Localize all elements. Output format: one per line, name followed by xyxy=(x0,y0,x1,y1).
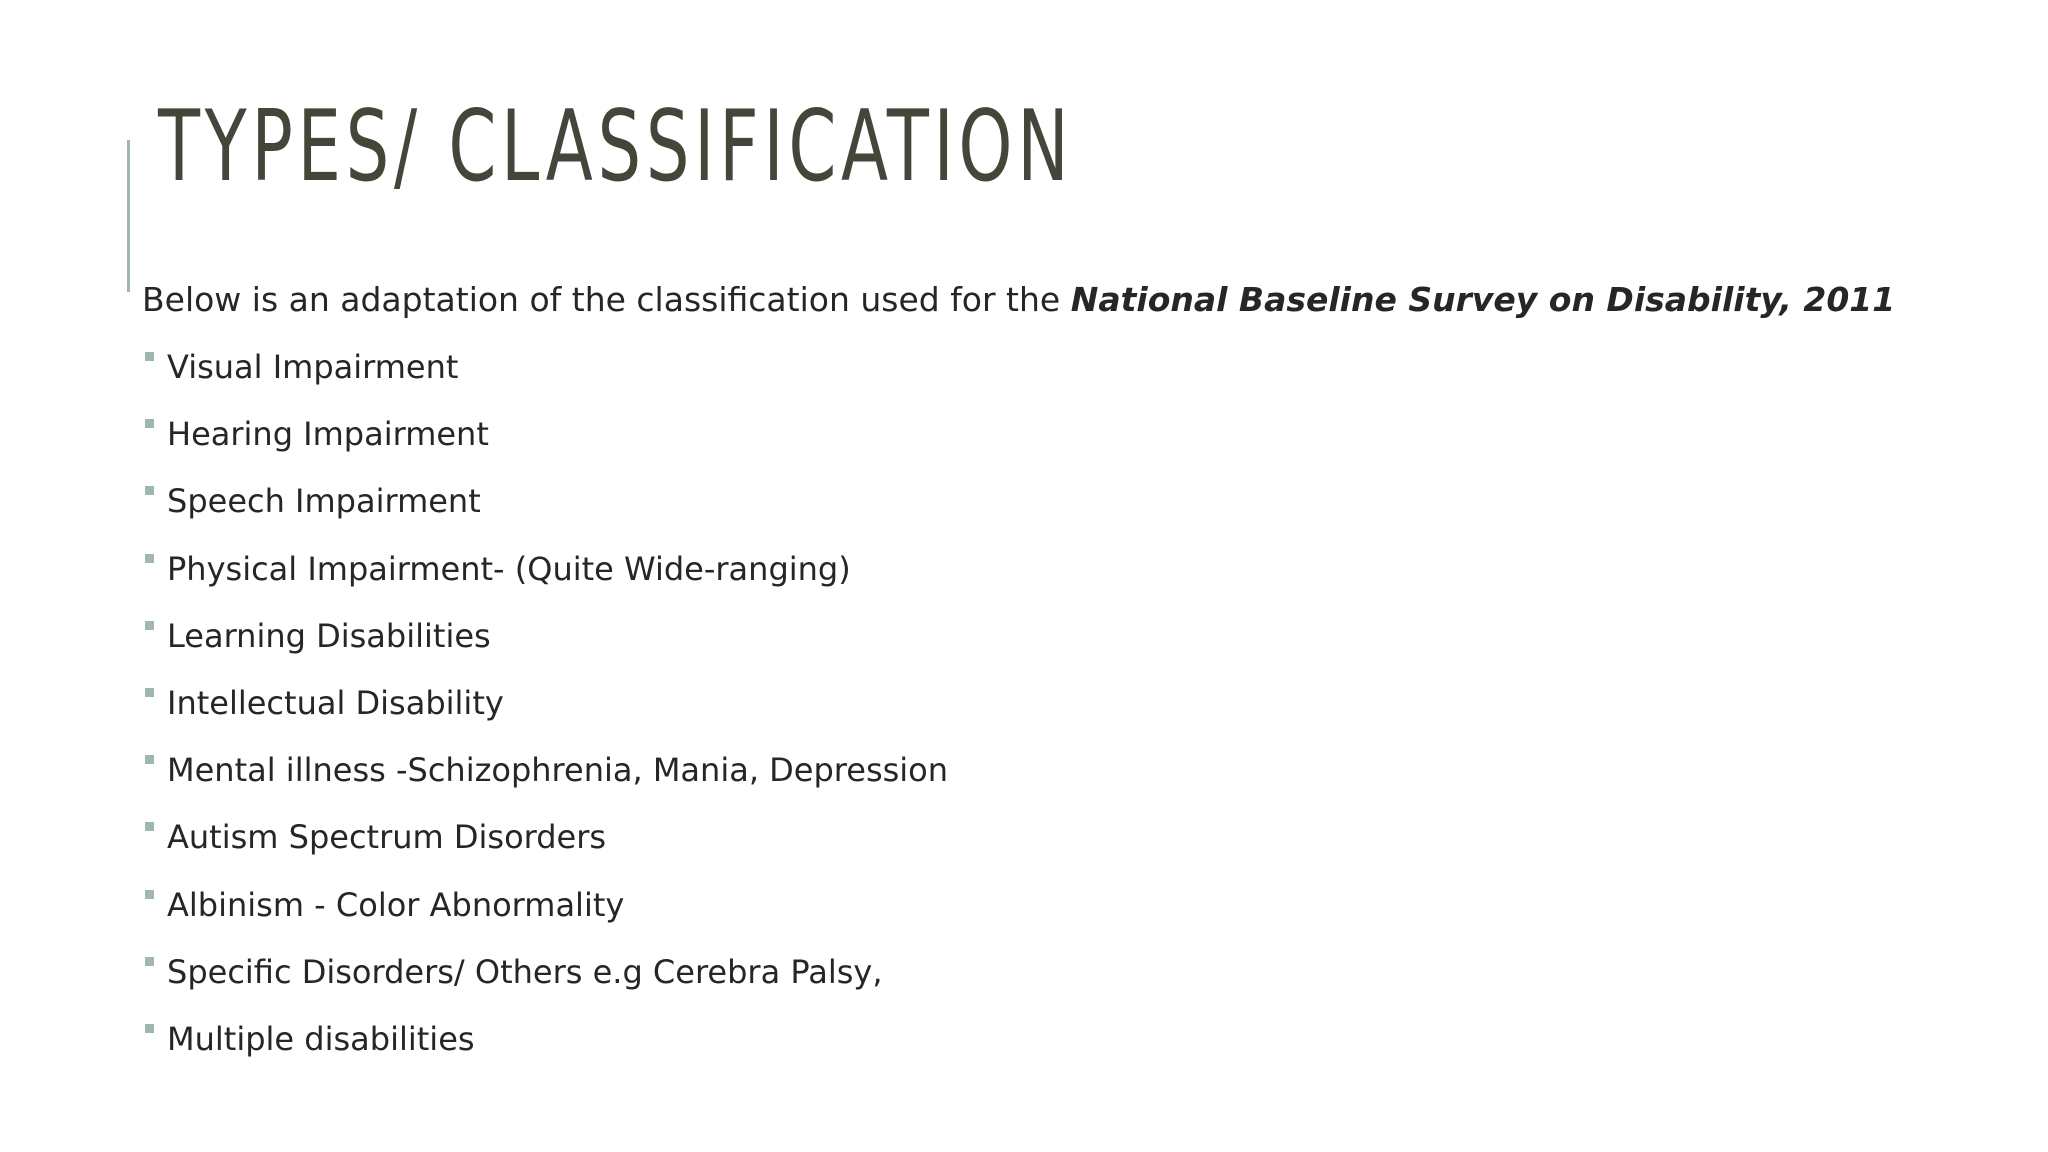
intro-paragraph xyxy=(142,278,1895,322)
slide-title: TYPES/ CLASSIFICATION xyxy=(158,90,1074,204)
list-item-label: Mental illness -Schizophrenia, Mania, Depression xyxy=(167,751,949,790)
square-bullet-icon xyxy=(145,957,154,966)
list-item xyxy=(142,748,948,815)
classification-list xyxy=(142,345,948,1084)
intro-reference: National Baseline Survey on Disability, 2011 xyxy=(1070,280,1896,319)
list-item-label: Specific Disorders/ Others e.g Cerebra Palsy, xyxy=(167,952,883,991)
square-bullet-icon xyxy=(145,486,154,495)
list-item-label: Speech Impairment xyxy=(167,482,481,521)
square-bullet-icon xyxy=(145,419,154,428)
list-item xyxy=(142,950,948,1017)
list-item-label: Albinism - Color Abnormality xyxy=(167,885,625,924)
square-bullet-icon xyxy=(145,621,154,630)
title-accent-bar xyxy=(127,140,130,292)
list-item-label: Learning Disabilities xyxy=(167,616,491,655)
list-item xyxy=(142,681,948,748)
list-item-label: Physical Impairment- (Quite Wide-ranging) xyxy=(167,549,851,588)
list-item xyxy=(142,1017,948,1084)
square-bullet-icon xyxy=(145,1024,154,1033)
list-item-label: Multiple disabilities xyxy=(167,1019,475,1058)
square-bullet-icon xyxy=(145,822,154,831)
list-item xyxy=(142,345,948,412)
list-item xyxy=(142,547,948,614)
list-item-label: Intellectual Disability xyxy=(167,683,504,722)
square-bullet-icon xyxy=(145,755,154,764)
square-bullet-icon xyxy=(145,352,154,361)
list-item-label: Autism Spectrum Disorders xyxy=(167,818,607,857)
square-bullet-icon xyxy=(145,890,154,899)
list-item-label: Visual Impairment xyxy=(167,348,459,386)
list-item xyxy=(142,883,948,950)
list-item xyxy=(142,412,948,479)
intro-text: Below is an adaptation of the classification used for the xyxy=(142,280,1071,319)
list-item-label: Hearing Impairment xyxy=(167,415,489,454)
list-item xyxy=(142,614,948,681)
list-item xyxy=(142,815,948,882)
square-bullet-icon xyxy=(145,688,154,697)
square-bullet-icon xyxy=(145,554,154,563)
list-item xyxy=(142,479,948,546)
